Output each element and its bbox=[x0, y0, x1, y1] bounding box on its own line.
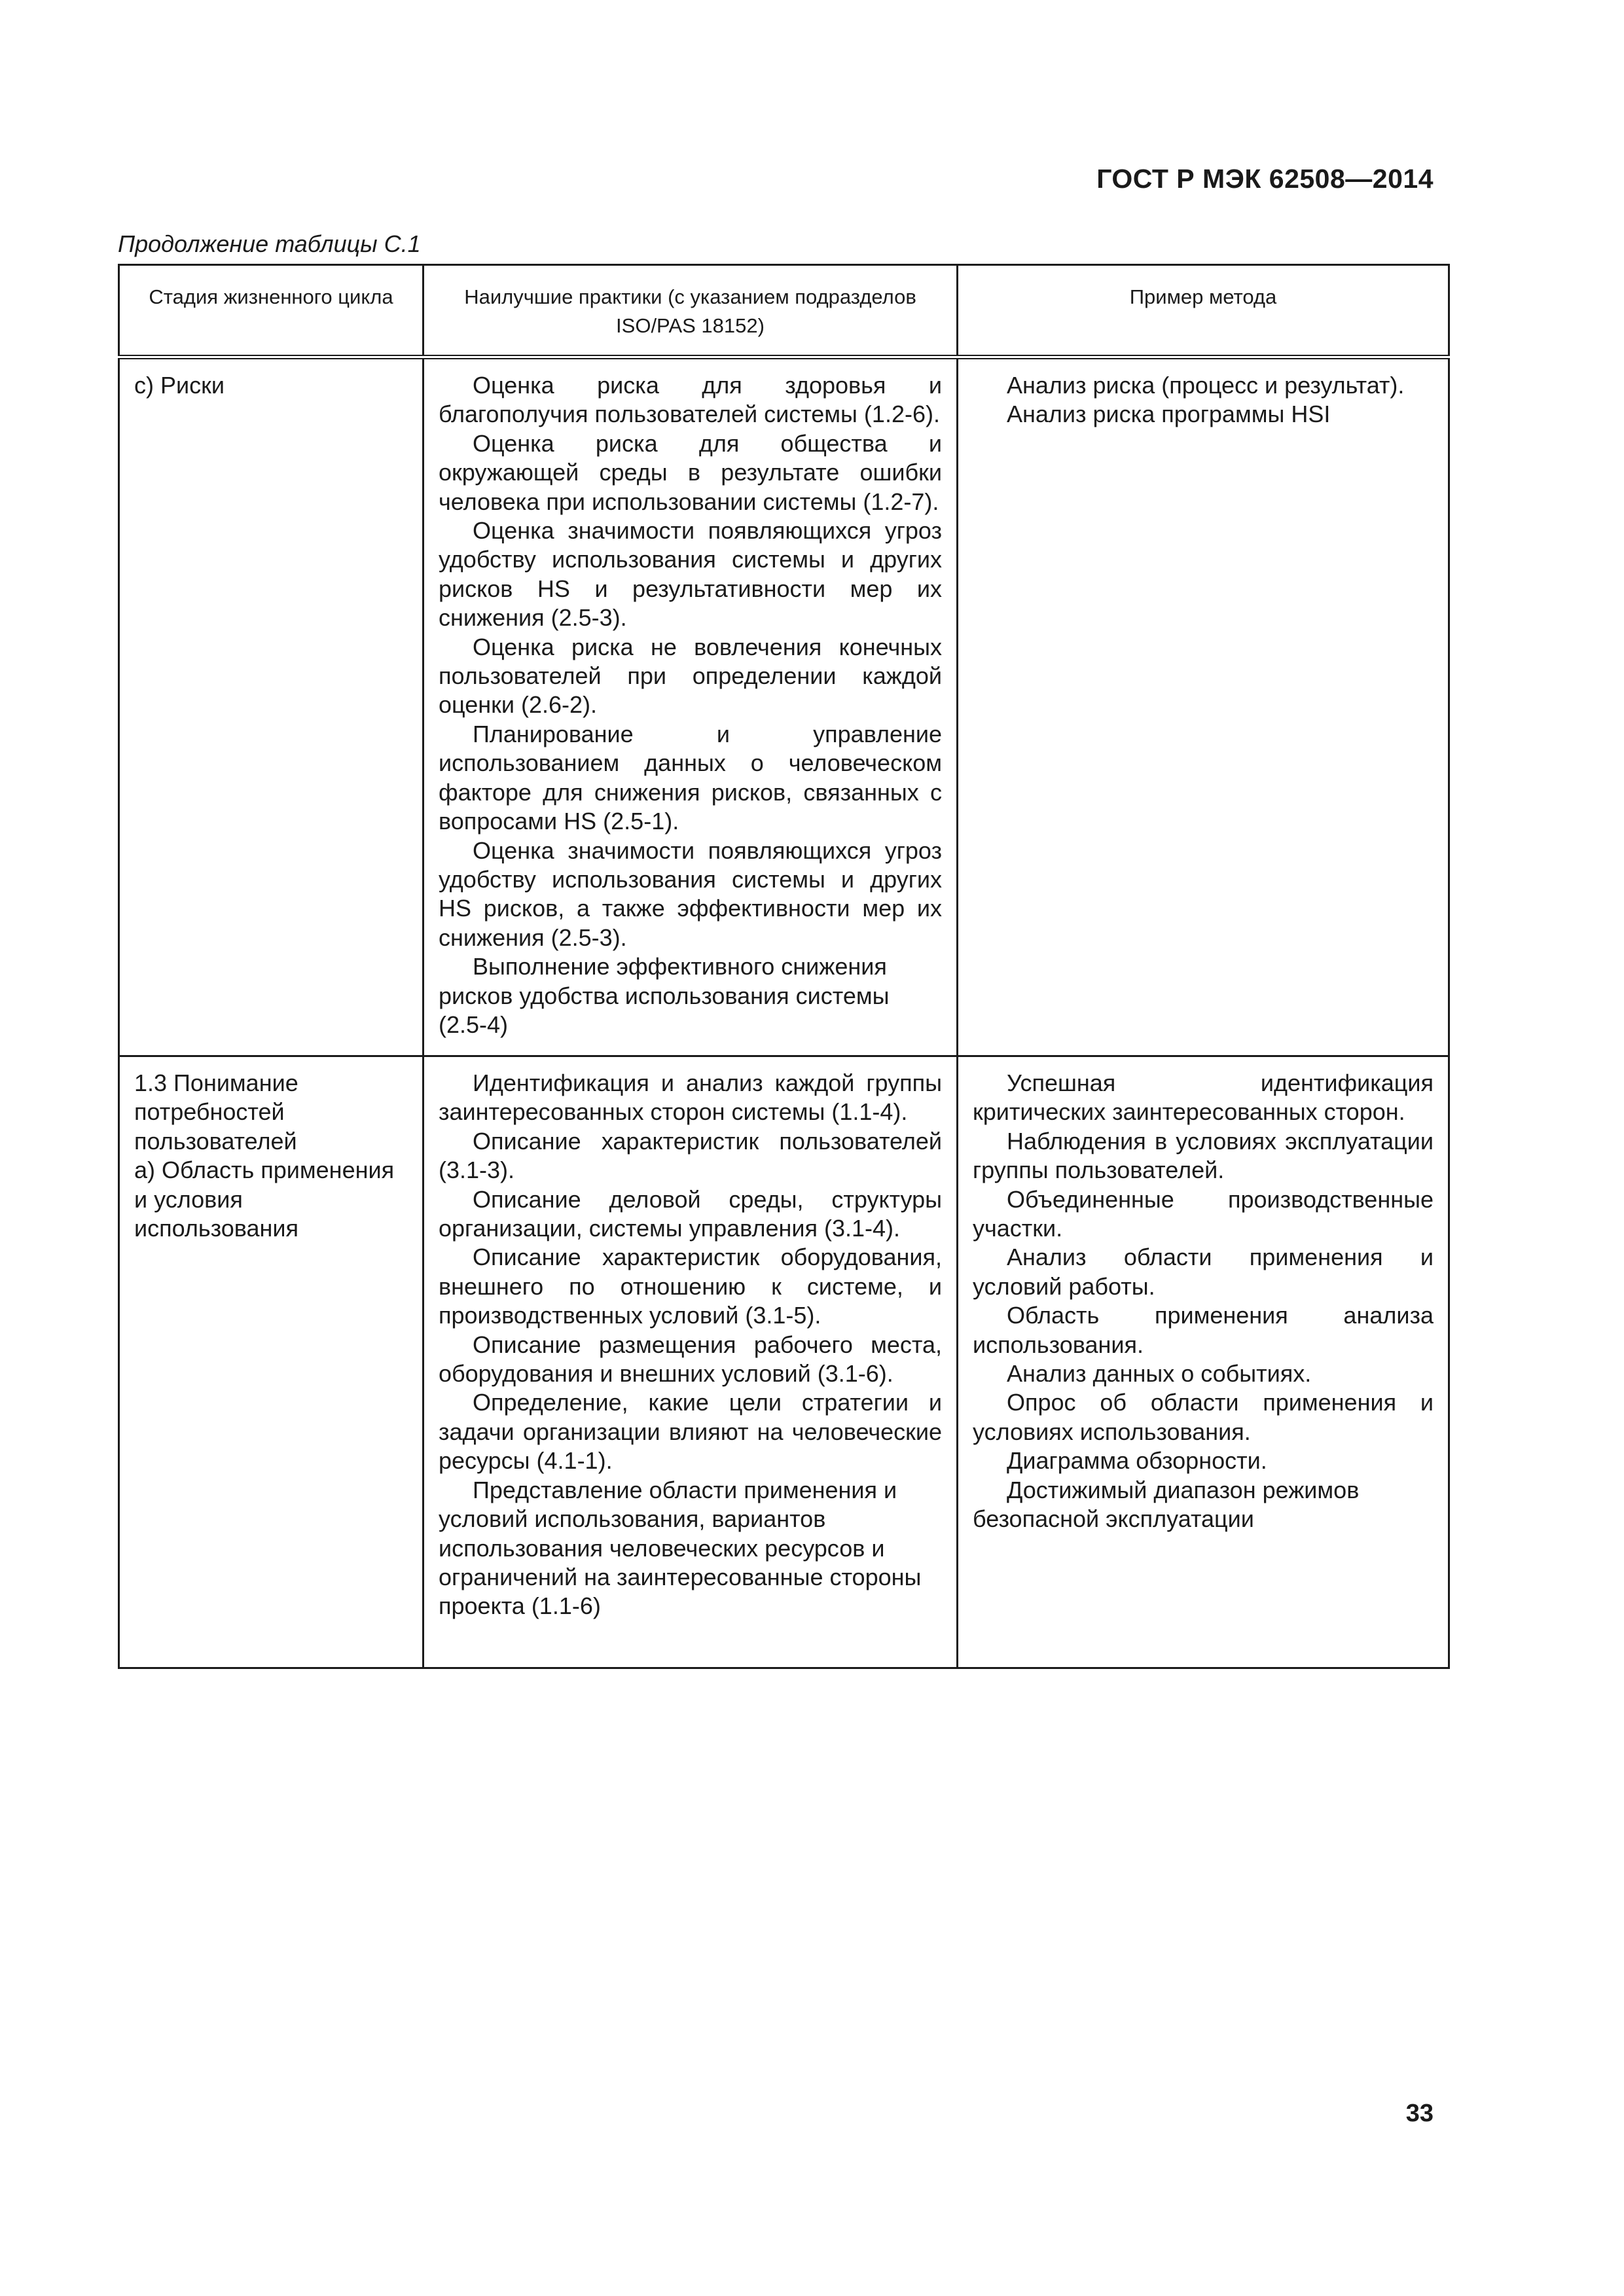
method-cell bbox=[958, 1056, 1449, 1668]
column-header-stage bbox=[119, 265, 424, 357]
table-row bbox=[119, 1056, 1449, 1668]
practices-cell bbox=[424, 1056, 958, 1668]
method-item: Анализ риска программы HSI bbox=[1007, 401, 1331, 428]
table-row bbox=[119, 357, 1449, 1056]
table-header-row bbox=[119, 265, 1449, 357]
method-item: Анализ риска (процесс и результат). bbox=[1007, 372, 1405, 399]
practice-item: Идентификация и анализ каждой группы заинтересованных сторон системы (1.1-4). bbox=[439, 1069, 942, 1126]
method-item: Достижимый диапазон режимов безопасной эксплуатации bbox=[973, 1476, 1360, 1533]
method-item: Опрос об области применения и условиях использования. bbox=[973, 1389, 1434, 1445]
column-header-method-text: Пример метода bbox=[1129, 285, 1277, 308]
column-header-stage-text: Стадия жизненного цикла bbox=[149, 285, 393, 308]
column-header-practices bbox=[424, 265, 958, 357]
practice-item: Оценка риска для общества и окружающей среды в результате ошибки человека при использовании системы (1.2-7). bbox=[439, 429, 942, 515]
practice-item: Оценка значимости появляющихся угроз удобству использования системы и других рисков HS и результативности мер их снижения (2.5-3). bbox=[439, 517, 942, 632]
practice-item: Описание характеристик оборудования, внешнего по отношению к системе, и производственных условий (3.1-5). bbox=[439, 1244, 942, 1329]
practice-item: Описание характеристик пользователей (3.1-3). bbox=[439, 1127, 942, 1184]
practice-item: Описание деловой среды, структуры организации, системы управления (3.1-4). bbox=[439, 1185, 942, 1242]
stage-text: с) Риски bbox=[134, 372, 225, 399]
column-header-method bbox=[958, 265, 1449, 357]
method-cell bbox=[958, 357, 1449, 1056]
method-item: Наблюдения в условиях эксплуатации группы пользователей. bbox=[973, 1127, 1434, 1184]
column-header-practices-text: Наилучшие практики (с указанием подразделов ISO/PAS 18152) bbox=[464, 285, 916, 337]
practice-item: Оценка риска для здоровья и благополучия пользователей системы (1.2-6). bbox=[439, 372, 942, 428]
stage-cell bbox=[119, 357, 424, 1056]
method-item: Диаграмма обзорности. bbox=[1007, 1447, 1267, 1475]
practice-item: Описание размещения рабочего места, оборудования и внешних условий (3.1-6). bbox=[439, 1331, 942, 1388]
practices-cell bbox=[424, 357, 958, 1056]
practice-item: Представление области применения и условий использования, вариантов использования человеческих ресурсов и ограничений на заинтересованные стороны проекта (1.1-6) bbox=[439, 1476, 922, 1620]
practice-item: Оценка значимости появляющихся угроз удобству использования системы и других HS рисков, а также эффективности мер их снижения (2.5-3). bbox=[439, 836, 942, 951]
method-item: Объединенные производственные участки. bbox=[973, 1185, 1434, 1242]
practice-item: Оценка риска не вовлечения конечных пользователей при определении каждой оценки (2.6-2). bbox=[439, 633, 942, 719]
stage-cell bbox=[119, 1056, 424, 1668]
page-number: 33 bbox=[1405, 2100, 1434, 2127]
method-item: Анализ данных о событиях. bbox=[1007, 1360, 1312, 1388]
method-item: Область применения анализа использования. bbox=[973, 1302, 1434, 1358]
stage-subitem-text: а) Область применения и условия использования bbox=[134, 1157, 395, 1242]
practices-table bbox=[118, 264, 1450, 1669]
method-item: Успешная идентификация критических заинтересованных сторон. bbox=[973, 1069, 1434, 1126]
standard-code: ГОСТ Р МЭК 62508—2014 bbox=[1096, 164, 1434, 194]
practice-item: Определение, какие цели стратегии и задачи организации влияют на человеческие ресурсы (4.1-1). bbox=[439, 1389, 942, 1475]
method-item: Анализ области применения и условий работы. bbox=[973, 1244, 1434, 1300]
stage-text: 1.3 Понимание потребностей пользователей bbox=[134, 1069, 298, 1155]
practice-item: Планирование и управление использованием данных о человеческом факторе для снижения рисков, связанных с вопросами HS (2.5-1). bbox=[439, 720, 942, 835]
table-caption: Продолжение таблицы С.1 bbox=[118, 230, 421, 257]
practice-item: Выполнение эффективного снижения рисков удобства использования системы (2.5-4) bbox=[439, 953, 890, 1038]
